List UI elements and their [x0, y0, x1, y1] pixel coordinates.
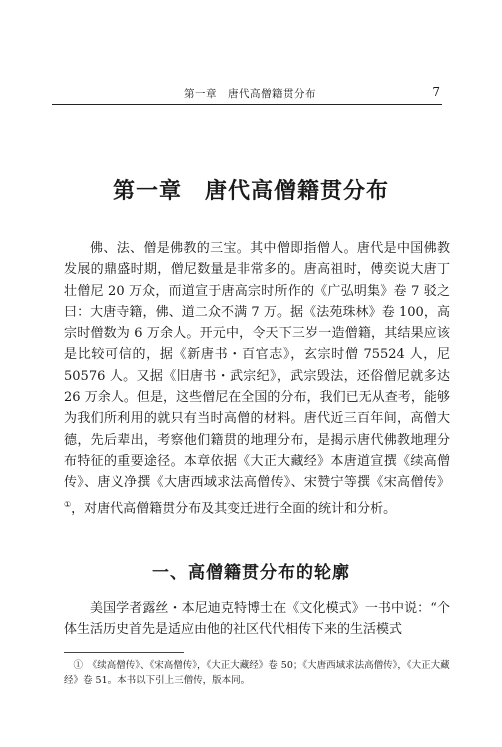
footnote-reference[interactable]: ①	[64, 499, 72, 509]
chapter-title: 第一章 唐代高僧籍贯分布	[112, 178, 389, 204]
footnote: ① 《续高僧传》、《宋高僧传》，《大正大藏经》卷 50；《大唐西域求法高僧传》，《大正大藏经》卷 51。本书以下引上三僧传，版本同。	[64, 660, 450, 686]
header-rule	[52, 104, 442, 105]
paragraph-2-text: 美国学者露丝・本尼迪克特博士在《文化模式》一书中说：“个体生活历史首先是适应由他的社区代代相传下来的生活模式	[64, 601, 450, 638]
page-number: 7	[432, 85, 440, 99]
paragraph-1-tail-text: ，对唐代高僧籍贯分布及其变迁进行全面的统计和分析。	[71, 500, 397, 516]
body-paragraph-2	[64, 598, 450, 641]
section-heading: 一、高僧籍贯分布的轮廓	[152, 563, 350, 583]
body-paragraph-1	[64, 238, 450, 519]
paragraph-1-main-text: 佛、法、僧是佛教的三宝。其中僧即指僧人。唐代是中国佛教发展的鼎盛时期，僧尼数量是非常多的。唐高祖时，傅奕说大唐丁壮僧尼 20 万众，而道宣于唐高宗时所作的《广弘明集》卷 7 驳之曰：大唐寺籍，佛、道二众不满 7 万。据《法苑珠林》卷 100，高宗时僧数为 6 万余人。开元中，令天下三岁一造僧籍，其结果应该是比较可信的，据《新唐书・百官志》，玄宗时僧 75524 人，尼 50576 人。又据《旧唐书・武宗纪》，武宗毁法，还俗僧尼就多达 26 万余人。但是，这些僧尼在全国的分布，我们已无从查考，能够为我们所利用的就只有当时高僧的材料。唐代近三百年间，高僧大德，先后辈出，考察他们籍贯的地理分布，是揭示唐代佛教地理分布特征的重要途径。本章依据《大正大藏经》本唐道宣撰《续高僧传》、唐义净撰《大唐西域求法高僧传》、宋赞宁等撰《宋高僧传》	[64, 241, 450, 491]
page-header	[52, 84, 442, 104]
running-title: 第一章 唐代高僧籍贯分布	[184, 88, 316, 100]
footnote-rule	[64, 652, 184, 653]
